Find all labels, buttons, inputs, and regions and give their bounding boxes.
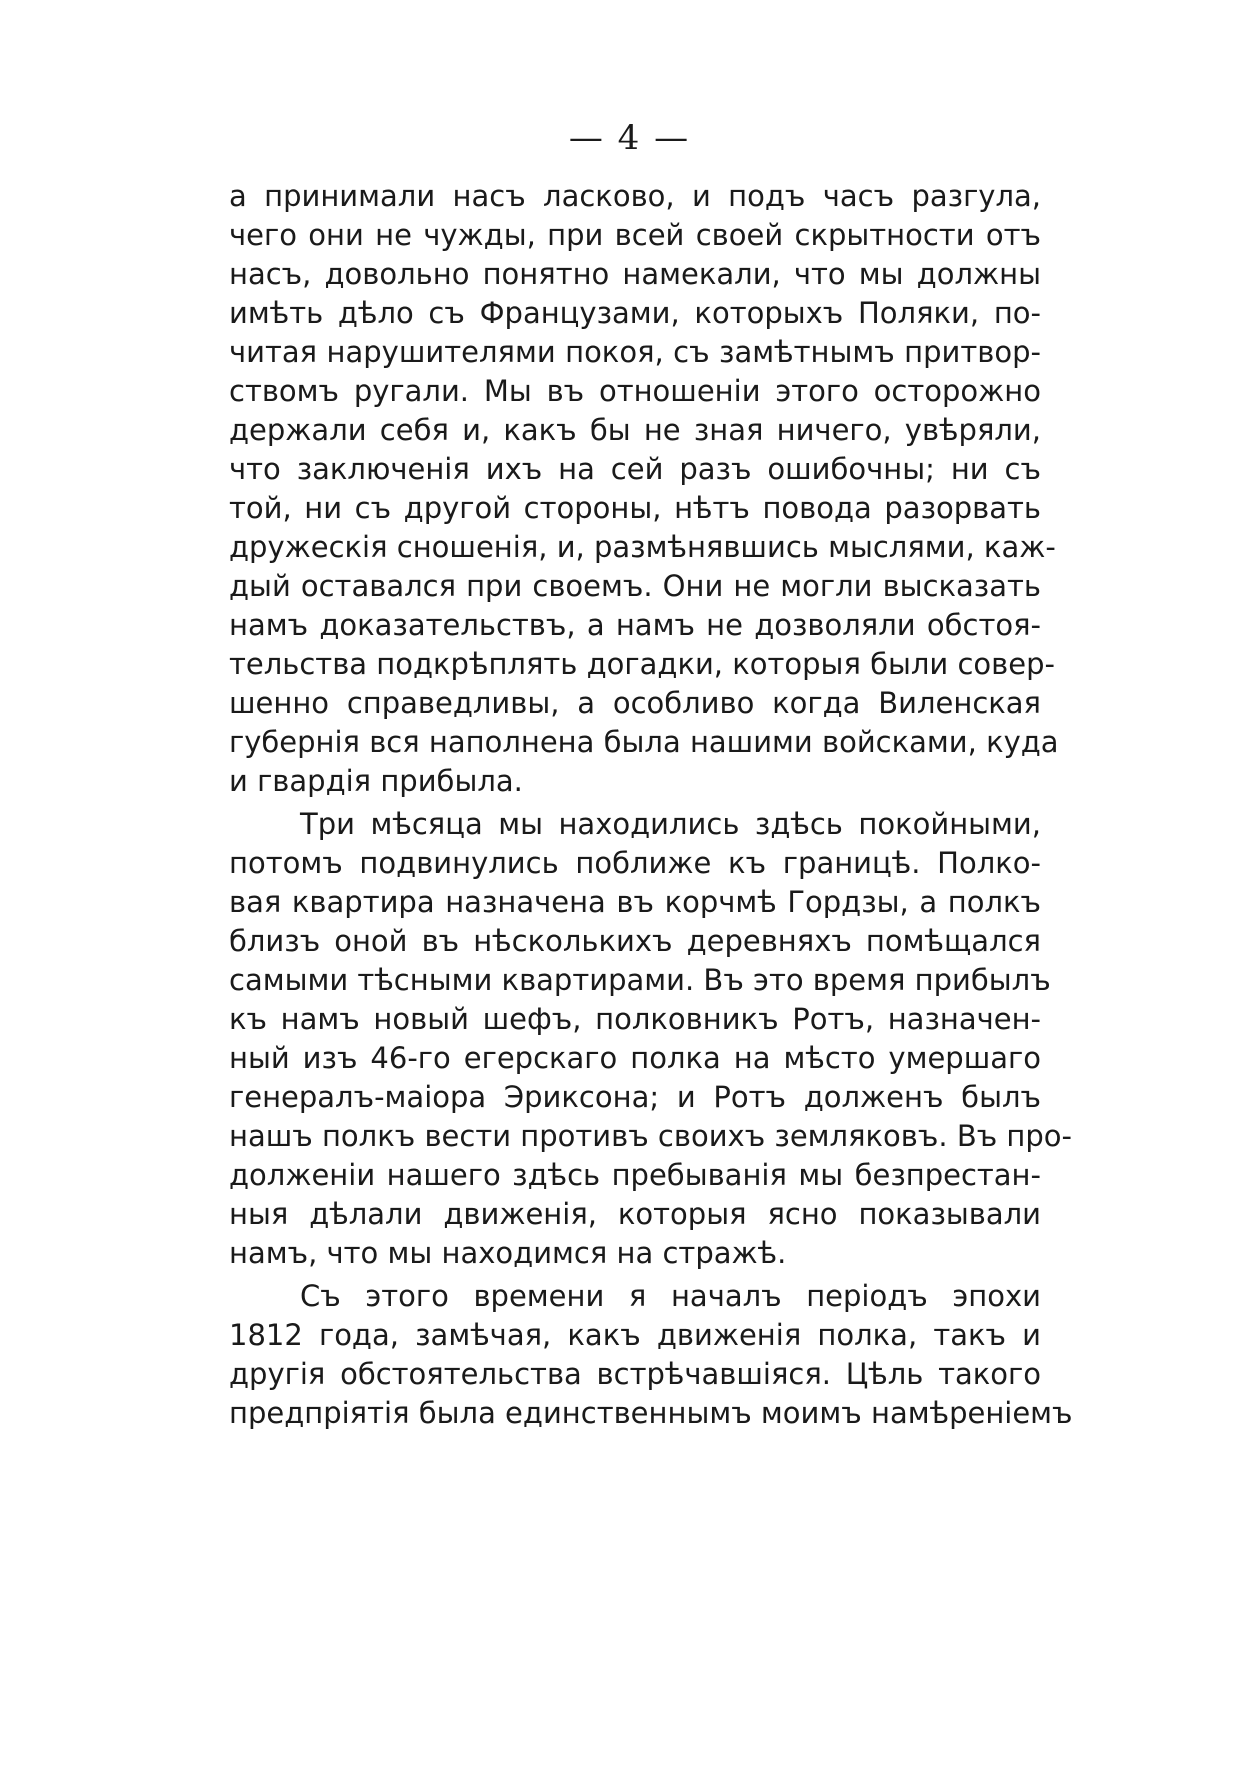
text-line: шенно справедливы, а особливо когда Виленская — [229, 686, 1041, 720]
text-line: читая нарушителями покоя, съ замѣтнымъ притвор- — [229, 335, 1041, 369]
text-line: а принимали насъ ласково, и подъ часъ разгула, — [229, 179, 1041, 213]
text-line: дый оставался при своемъ. Они не могли высказать — [229, 569, 1041, 603]
text-line: намъ доказательствъ, а намъ не дозволяли обстоя- — [229, 608, 1041, 642]
text-line: что заключенія ихъ на сей разъ ошибочны; ни съ — [229, 452, 1041, 486]
text-line: той, ни съ другой стороны, нѣтъ повода разорвать — [229, 491, 1041, 525]
text-line: близъ оной въ нѣсколькихъ деревняхъ помѣщался — [229, 924, 1041, 958]
paragraph-first-line: Съ этого времени я началъ періодъ эпохи — [300, 1279, 1041, 1313]
text-line: губернія вся наполнена была нашими войсками, куда — [229, 725, 1059, 759]
text-line: нашъ полкъ вести противъ своихъ земляковъ. Въ про- — [229, 1119, 1072, 1153]
text-line: самыми тѣсными квартирами. Въ это время прибылъ — [229, 963, 1051, 997]
text-line: имѣть дѣло съ Французами, которыхъ Поляки, по- — [229, 296, 1041, 330]
text-line: тельства подкрѣплять догадки, которыя были совер- — [229, 647, 1055, 681]
text-line: потомъ подвинулись поближе къ границѣ. Полко- — [229, 846, 1041, 880]
text-line: къ намъ новый шефъ, полковникъ Ротъ, назначен- — [229, 1002, 1041, 1036]
text-line: намъ, что мы находимся на стражѣ. — [229, 1236, 787, 1270]
text-line: дружескія сношенія, и, размѣнявшись мыслями, каж- — [229, 530, 1056, 564]
text-line: долженіи нашего здѣсь пребыванія мы безпрестан- — [229, 1158, 1041, 1192]
text-line: ствомъ ругали. Мы въ отношеніи этого осторожно — [229, 374, 1041, 408]
text-line: ный изъ 46-го егерскаго полка на мѣсто умершаго — [229, 1041, 1041, 1075]
text-line: предпріятія была единственнымъ моимъ намѣреніемъ — [229, 1396, 1073, 1430]
page-number: — 4 — — [568, 118, 691, 158]
text-line: ныя дѣлали движенія, которыя ясно показывали — [229, 1197, 1041, 1231]
text-line: держали себя и, какъ бы не зная ничего, увѣряли, — [229, 413, 1041, 447]
text-line: насъ, довольно понятно намекали, что мы должны — [229, 257, 1041, 291]
text-line: 1812 года, замѣчая, какъ движенія полка, такъ и — [229, 1318, 1041, 1352]
text-line: чего они не чужды, при всей своей скрытности отъ — [229, 218, 1041, 252]
paragraph-first-line: Три мѣсяца мы находились здѣсь покойными, — [300, 807, 1041, 841]
text-line: и гвардія прибыла. — [229, 764, 523, 798]
text-line: вая квартира назначена въ корчмѣ Гордзы, а полкъ — [229, 885, 1041, 919]
text-line: другія обстоятельства встрѣчавшіяся. Цѣль такого — [229, 1357, 1041, 1391]
text-line: генералъ-маіора Эриксона; и Ротъ долженъ былъ — [229, 1080, 1041, 1114]
